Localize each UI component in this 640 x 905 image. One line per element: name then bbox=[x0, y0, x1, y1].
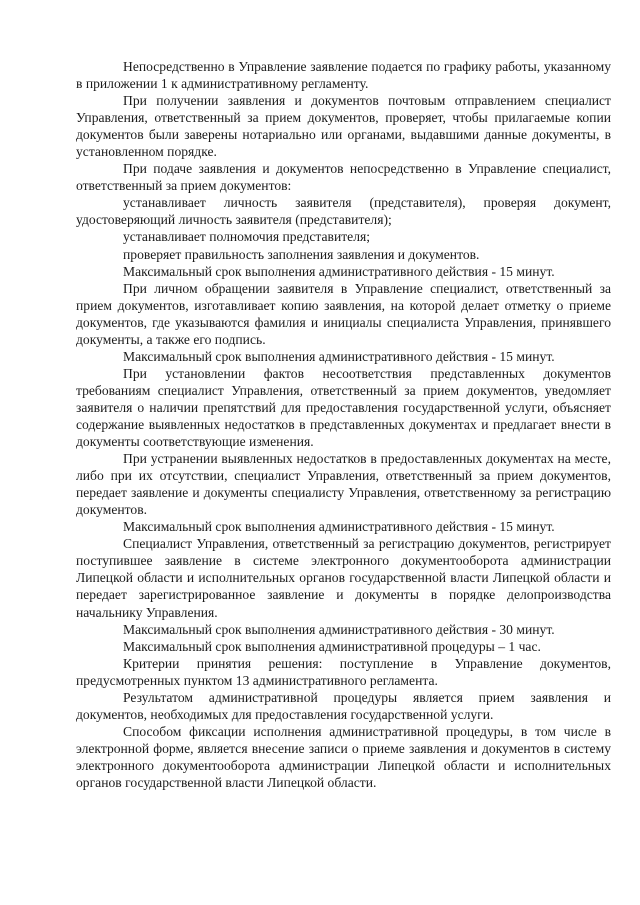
paragraph-procedure-result: Результатом административной процедуры является прием заявления и документов, необходимых для предоставления государственной услуги. bbox=[76, 689, 611, 722]
paragraph-fixation-method: Способом фиксации исполнения административной процедуры, в том числе в электронной форме, является внесение записи о приеме заявления и документов в систему электронного документооборота администрации Липецкой области и исполнительных органов государственной власти Липецкой области. bbox=[76, 723, 611, 790]
paragraph-direct-submission: При подаче заявления и документов непосредственно в Управление специалист, ответственный за прием документов: bbox=[76, 161, 611, 194]
paragraph-max-time-2: Максимальный срок выполнения административного действия - 15 минут. bbox=[123, 348, 555, 364]
paragraph-nonconformity: При установлении фактов несоответствия представленных документов требованиям специалист Управления, ответственный за прием документов, уведомляет заявителя о наличии препятствий для предоставления государственной услуги, объясняет содержание выявленных недостатков в представленных документах и предлагает внести в документы соответствующие изменения. bbox=[76, 365, 611, 450]
paragraph-correctness-check: проверяет правильность заполнения заявления и документов. bbox=[123, 246, 480, 262]
paragraph-max-time-1: Максимальный срок выполнения административного действия - 15 минут. bbox=[123, 263, 555, 279]
paragraph-postal-receipt: При получении заявления и документов почтовым отправлением специалист Управления, ответственный за прием документов, проверяет, чтобы прилагаемые копии документов были заверены нотариально или органами, выдавшими данные документы, в установленном порядке. bbox=[76, 93, 611, 160]
paragraph-identity-check: устанавливает личность заявителя (представителя), проверяя документ, удостоверяющий личность заявителя (представителя); bbox=[76, 195, 611, 228]
paragraph-submission-schedule: Непосредственно в Управление заявление подается по графику работы, указанному в приложении 1 к административному регламенту. bbox=[76, 59, 611, 92]
paragraph-personal-visit: При личном обращении заявителя в Управление специалист, ответственный за прием документов, изготавливает копию заявления, на которой делает отметку о приеме документов, где указываются фамилия и инициалы специалиста Управления, принявшего документы, а также его подпись. bbox=[76, 280, 611, 347]
paragraph-max-procedure-time: Максимальный срок выполнения административной процедуры – 1 час. bbox=[123, 638, 541, 654]
paragraph-registration: Специалист Управления, ответственный за регистрацию документов, регистрирует поступившее заявление в системе электронного документооборота администрации Липецкой области и исполнительных органов государственной власти Липецкой области и передает зарегистрированное заявление и документы в порядке делопроизводства начальнику Управления. bbox=[76, 536, 611, 620]
paragraph-max-time-4: Максимальный срок выполнения административного действия - 30 минут. bbox=[123, 621, 555, 637]
document-page bbox=[76, 58, 611, 791]
paragraph-deficiency-fix: При устранении выявленных недостатков в предоставленных документах на месте, либо при их отсутствии, специалист Управления, ответственный за прием документов, передает заявление и документы специалисту Управления, ответственному за регистрацию документов. bbox=[76, 451, 611, 518]
paragraph-max-time-3: Максимальный срок выполнения административного действия - 15 минут. bbox=[123, 519, 555, 535]
paragraph-authority-check: устанавливает полномочия представителя; bbox=[123, 229, 371, 245]
paragraph-decision-criteria: Критерии принятия решения: поступление в Управление документов, предусмотренных пунктом 13 административного регламента. bbox=[76, 655, 611, 688]
